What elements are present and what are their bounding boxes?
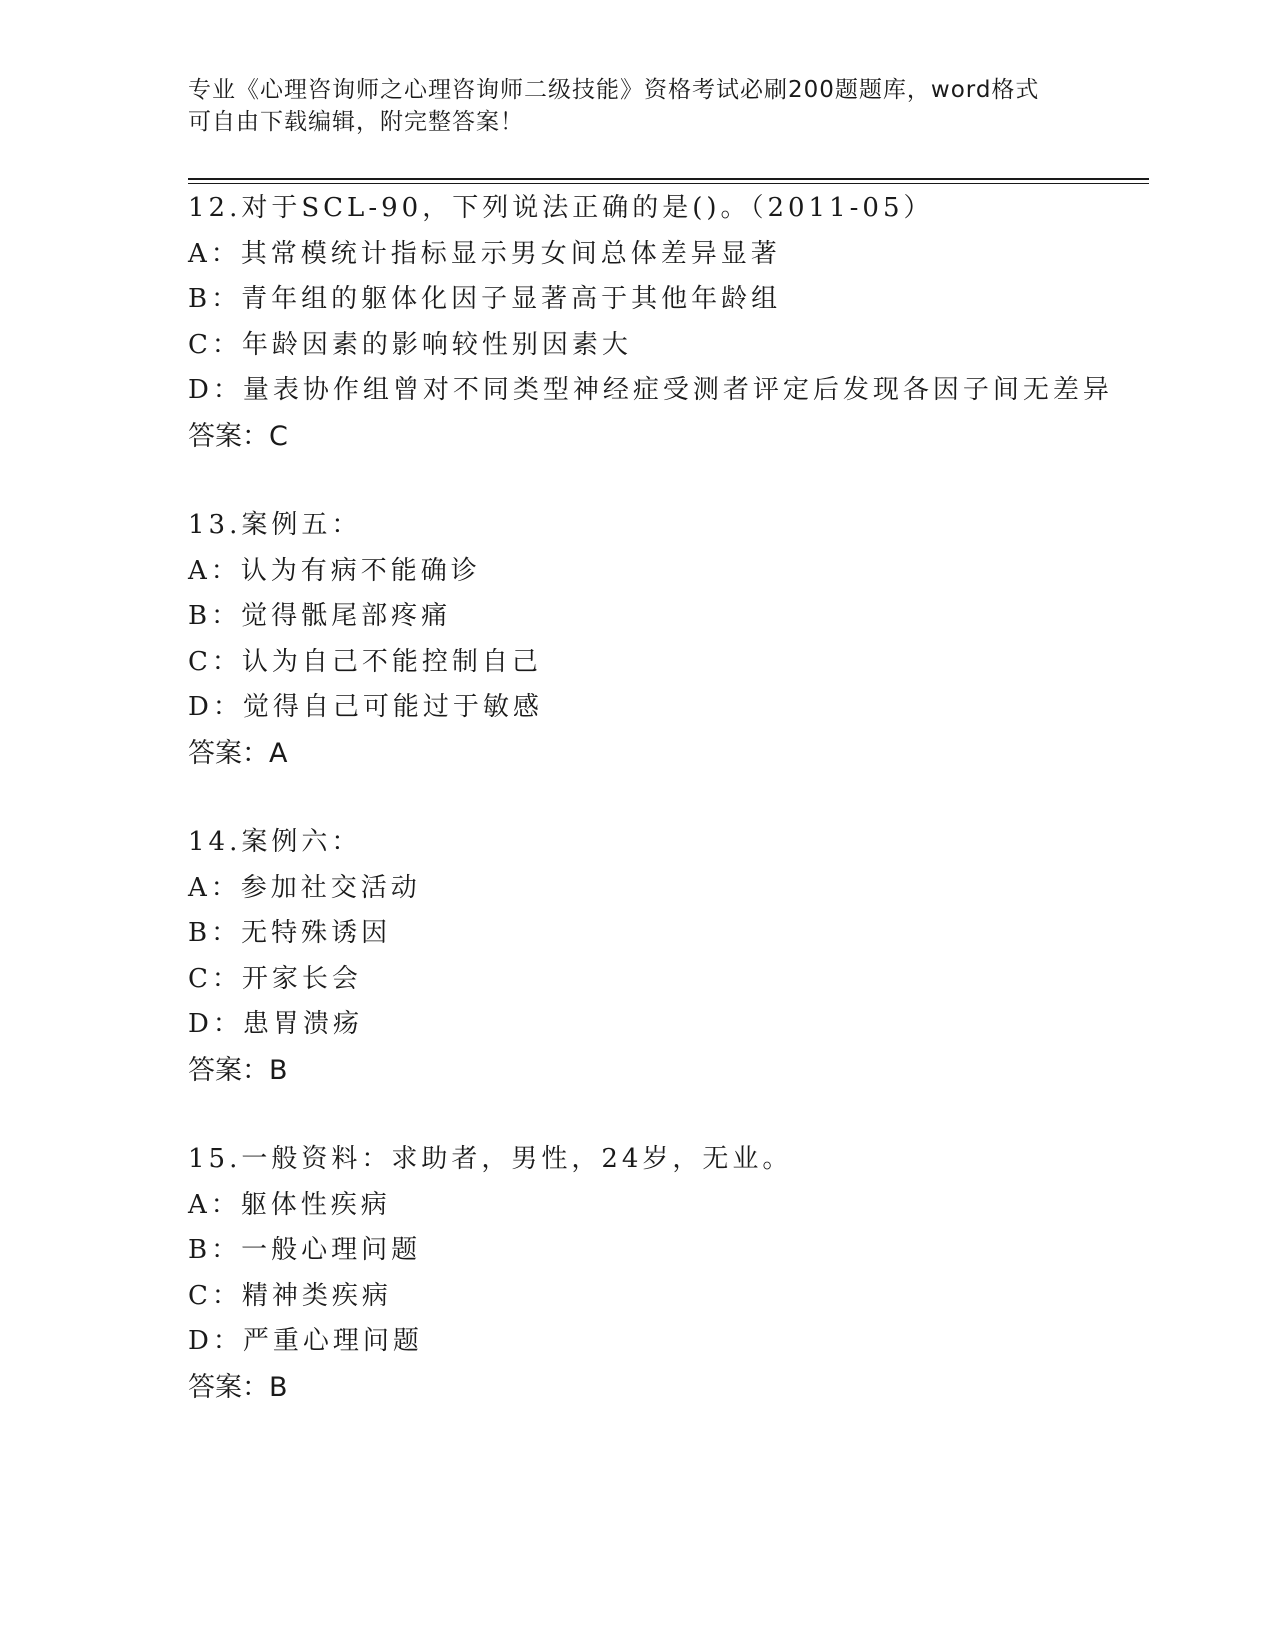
option-d: D：严重心理问题 bbox=[188, 1326, 423, 1356]
option-a: A：认为有病不能确诊 bbox=[188, 555, 481, 586]
option-a: A：参加社交活动 bbox=[188, 872, 421, 903]
header-title-line-2: 可自由下载编辑，附完整答案！ bbox=[188, 109, 524, 135]
answer-line: 答案：B bbox=[188, 1371, 288, 1403]
header-divider-thick bbox=[188, 178, 1149, 180]
header-title-line-1: 专业《心理咨询师之心理咨询师二级技能》资格考试必刷200题题库，word格式 bbox=[188, 77, 1040, 103]
option-b: B：青年组的躯体化因子显著高于其他年龄组 bbox=[188, 284, 782, 314]
question-stem: 12.对于SCL-90，下列说法正确的是()。（2011-05） bbox=[188, 193, 934, 223]
option-b: B：无特殊诱因 bbox=[188, 918, 392, 948]
question-stem: 13.案例五： bbox=[188, 510, 362, 540]
header-divider-thin bbox=[188, 183, 1149, 184]
option-a: A：躯体性疾病 bbox=[188, 1189, 391, 1220]
option-d: D：觉得自己可能过于敏感 bbox=[188, 692, 543, 722]
answer-line: 答案：B bbox=[188, 1054, 288, 1086]
question-15 bbox=[188, 1137, 1148, 1410]
option-c: C：开家长会 bbox=[188, 963, 362, 994]
option-b: B：一般心理问题 bbox=[188, 1235, 422, 1265]
question-14 bbox=[188, 820, 1148, 1093]
option-d: D：患胃溃疡 bbox=[188, 1009, 363, 1039]
question-13 bbox=[188, 503, 1148, 776]
option-d: D：量表协作组曾对不同类型神经症受测者评定后发现各因子间无差异 bbox=[188, 375, 1113, 405]
option-a: A：其常模统计指标显示男女间总体差异显著 bbox=[188, 238, 781, 269]
option-b: B：觉得骶尾部疼痛 bbox=[188, 601, 452, 631]
option-c: C：认为自己不能控制自己 bbox=[188, 646, 542, 677]
question-12 bbox=[188, 186, 1148, 459]
option-c: C：年龄因素的影响较性别因素大 bbox=[188, 329, 632, 360]
question-stem: 15.一般资料：求助者，男性，24岁，无业。 bbox=[188, 1144, 793, 1174]
answer-line: 答案：A bbox=[188, 737, 288, 769]
document-header bbox=[188, 74, 1088, 138]
question-stem: 14.案例六： bbox=[188, 827, 362, 857]
answer-line: 答案：C bbox=[188, 420, 288, 452]
option-c: C：精神类疾病 bbox=[188, 1280, 392, 1311]
